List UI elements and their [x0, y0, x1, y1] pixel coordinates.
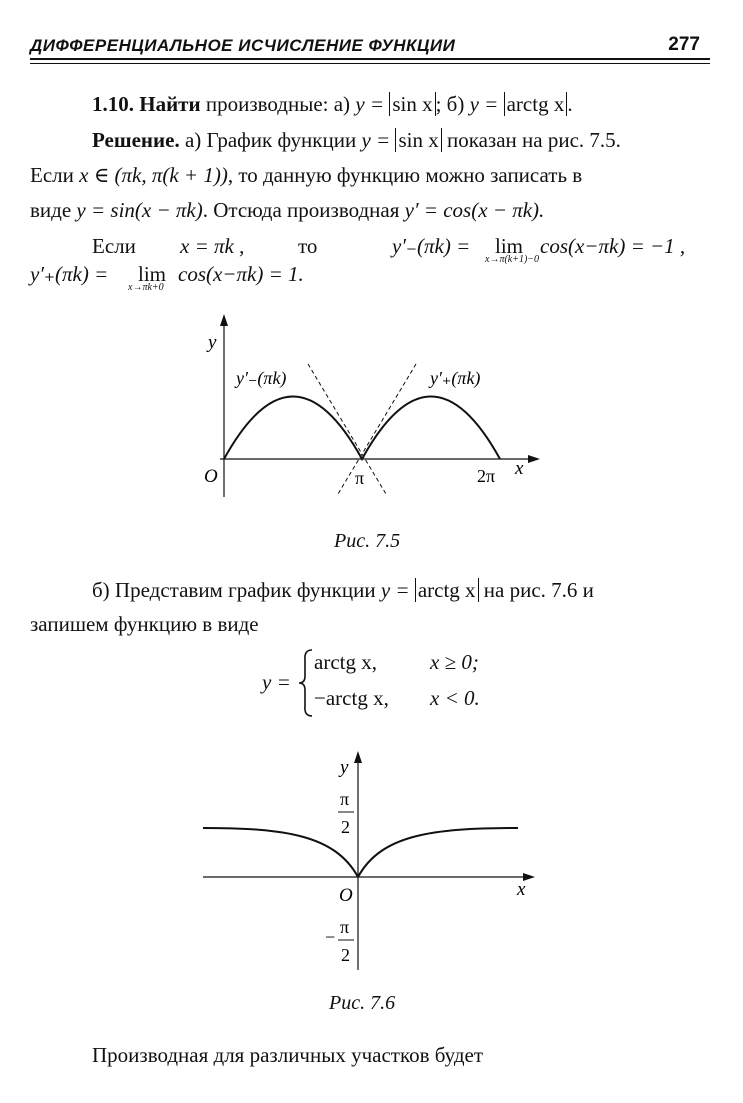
problem-statement: [92, 92, 743, 117]
limit-right: [128, 262, 167, 293]
formula-right-derivative: y′₊(πk) =: [30, 262, 109, 286]
system-lhs: y =: [262, 670, 291, 694]
solution-line-3: [30, 198, 710, 223]
abs-sin-curve: [224, 397, 500, 460]
formula-abs-arctg: arctg x: [415, 578, 479, 602]
header-rule-thick: [30, 58, 710, 60]
right-derivative-label: y′₊(πk): [430, 368, 481, 388]
pi-tick-label: π: [355, 468, 365, 488]
header-rule-thin: [30, 63, 710, 64]
origin-label: O: [204, 466, 218, 487]
solution-line-5: [30, 262, 710, 293]
x-axis-label: x: [517, 879, 526, 900]
problem-number: 1.10.: [92, 92, 134, 116]
left-tangent: [308, 364, 386, 494]
formula-y: y =: [361, 128, 396, 152]
minus-pi-over-2-label: [325, 917, 354, 965]
formula-abs-sin: sin x: [389, 92, 435, 116]
figure-abs-arctg: [195, 745, 545, 975]
limit-left: [485, 234, 540, 265]
lim-word: lim: [138, 262, 167, 286]
problem-text: производные: а): [200, 92, 356, 116]
formula-y: y =: [380, 578, 415, 602]
text-run: Если: [92, 234, 136, 258]
case1-expression: arctg x,: [314, 650, 377, 674]
text-run: . Отсюда производная: [202, 198, 405, 222]
lim-word: lim: [495, 234, 524, 258]
text-run: то: [298, 234, 318, 258]
y-axis-arrow: [354, 751, 362, 763]
text-run: виде: [30, 198, 77, 222]
y-axis-label: y: [208, 332, 217, 353]
text-run: на рис. 7.6 и: [478, 578, 594, 602]
lim-subscript: x→πk+0: [128, 282, 164, 293]
text-run: показан на рис. 7.5.: [441, 128, 621, 152]
page-header: [30, 36, 710, 68]
formula-right-limit-value: cos(x−πk) = 1.: [178, 262, 304, 286]
text-run: б) Представим график функции: [92, 578, 381, 602]
formula-x-pik: x = πk ,: [180, 234, 245, 258]
text-run: , то данную функцию можно записать в: [227, 163, 583, 187]
problem-sep: ; б): [435, 92, 470, 116]
case2-condition: x < 0.: [430, 686, 480, 710]
arctg-right-branch: [358, 828, 518, 877]
formula-interval: x ∈ (πk, π(k + 1)): [79, 163, 228, 187]
y-axis-label: y: [340, 757, 349, 778]
numerator: π: [340, 917, 350, 937]
denominator: 2: [341, 817, 350, 837]
case1-condition: x ≥ 0;: [430, 650, 479, 674]
closing-paragraph: Производная для различных участков будет: [92, 1043, 484, 1067]
right-tangent: [338, 364, 416, 494]
figure-caption-7-6: Рис. 7.6: [329, 992, 396, 1014]
left-derivative-label: y′₋(πk): [236, 368, 287, 388]
case2-expression: −arctg x,: [314, 686, 389, 710]
formula-derivative: y′ = cos(x − πk).: [404, 198, 545, 222]
problem-verb: Найти: [139, 92, 201, 116]
piecewise-definition: [262, 648, 522, 718]
x-axis-label: x: [515, 458, 524, 479]
lim-subscript: x→π(k+1)−0: [485, 254, 540, 265]
minus-sign: −: [325, 927, 336, 947]
formula-y: y =: [355, 92, 390, 116]
solution-line-1: [92, 128, 743, 153]
origin-label: O: [339, 885, 353, 906]
formula-sin-shift: y = sin(x − πk): [76, 198, 203, 222]
formula-abs-sin: sin x: [395, 128, 441, 152]
figure-abs-sin: [190, 312, 550, 512]
text-run: а) График функции: [179, 128, 362, 152]
formula-y-2: y =: [469, 92, 504, 116]
left-brace: [298, 648, 314, 718]
text-run: Если: [30, 163, 80, 187]
part-b-line-2: запишем функцию в виде: [30, 612, 259, 636]
y-axis-arrow: [220, 314, 228, 326]
solution-label: Решение.: [92, 128, 180, 152]
problem-end: .: [567, 92, 573, 116]
denominator: 2: [341, 945, 350, 965]
x-axis-arrow: [528, 455, 540, 463]
figure-caption-7-5: Рис. 7.5: [334, 530, 401, 552]
formula-left-derivative: y′₋(πk) =: [392, 234, 471, 258]
pi-over-2-label: [338, 789, 354, 837]
solution-line-2: [30, 163, 710, 188]
page-number: 277: [668, 34, 700, 55]
numerator: π: [340, 789, 350, 809]
running-title: ДИФФЕРЕНЦИАЛЬНОЕ ИСЧИСЛЕНИЕ ФУНКЦИИ: [30, 36, 456, 55]
formula-abs-arctg: arctg x: [504, 92, 568, 116]
part-b-line-1: [92, 578, 743, 603]
arctg-left-branch: [203, 828, 358, 877]
two-pi-tick-label: 2π: [477, 466, 496, 486]
formula-left-limit-value: cos(x−πk) = −1 ,: [540, 234, 686, 258]
